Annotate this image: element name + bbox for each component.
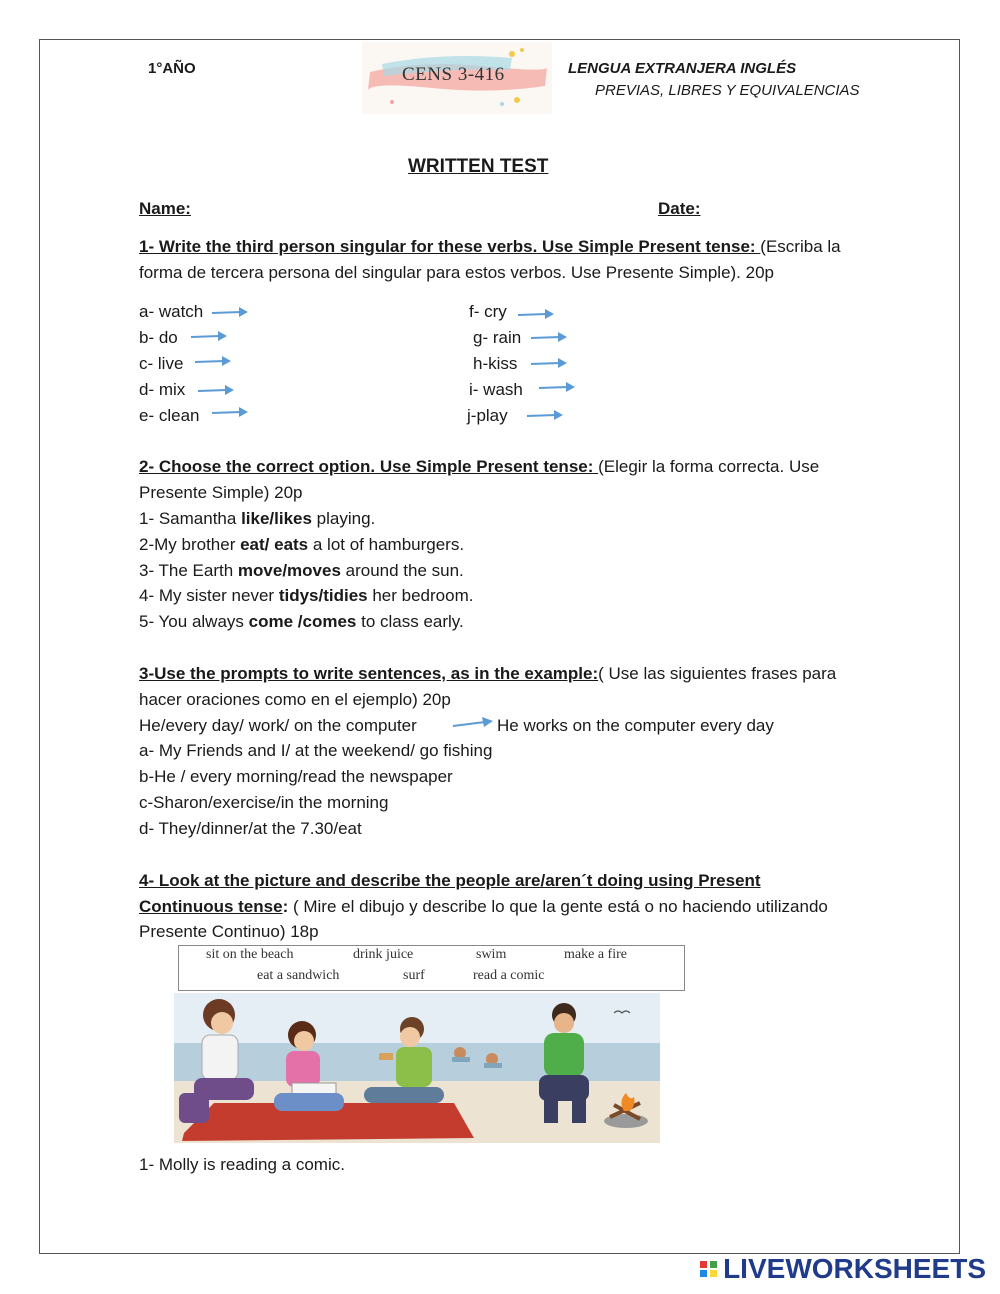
choice-text: 5- You always [139, 612, 249, 631]
section4-heading-line3: Presente Continuo) 18p [139, 922, 319, 941]
arrow-icon [190, 330, 228, 342]
section3-heading-en: 3-Use the prompts to write sentences, as in the example: [139, 664, 599, 683]
arrow-icon [530, 357, 568, 369]
section4-heading-line2 [139, 897, 828, 917]
section1-heading [139, 237, 841, 257]
vocab-item: drink juice [353, 947, 414, 962]
section2-heading-line2: Presente Simple) 20p [139, 483, 303, 502]
verb-item: i- wash [469, 380, 523, 399]
section4-heading: 4- Look at the picture and describe the people are/aren´t doing using Present [139, 871, 761, 890]
name-label: Name: [139, 199, 191, 218]
section3-heading-line2: hacer oraciones como en el ejemplo) 20p [139, 690, 451, 709]
section4-heading-es: ( Mire el dibujo y describe lo que la gente está o no haciendo utilizando [288, 897, 828, 916]
verb-item: f- cry [469, 302, 507, 321]
section2-heading [139, 457, 819, 477]
prompt-item: a- My Friends and I/ at the weekend/ go fishing [139, 741, 493, 760]
brand-square [710, 1261, 717, 1268]
section2-heading-en: 2- Choose the correct option. Use Simple Present tense: [139, 457, 599, 476]
verb-item: d- mix [139, 380, 186, 399]
subject-title: LENGUA EXTRANJERA INGLÉS [568, 60, 797, 77]
brand-name: LIVEWORKSHEETS [723, 1253, 986, 1284]
prompt-item: b-He / every morning/read the newspaper [139, 767, 453, 786]
brand-square [710, 1270, 717, 1277]
choice-text: 2-My brother [139, 535, 241, 554]
choice-text: around the sun. [340, 561, 464, 580]
arrow-icon [517, 308, 555, 320]
brand-logo-icon [699, 1260, 719, 1278]
footer-brand [699, 1253, 986, 1285]
vocab-item: sit on the beach [206, 947, 294, 962]
brand-square [700, 1261, 707, 1268]
arrow-icon [211, 306, 249, 318]
arrow-icon [452, 716, 494, 730]
section4-heading-en: Continuous tense [139, 897, 283, 916]
vocab-item: swim [476, 947, 507, 962]
arrow-icon [538, 381, 576, 393]
verb-item: e- clean [139, 406, 200, 425]
choice-item [139, 586, 473, 606]
section1-heading-en: 1- Write the third person singular for these verbs. Use Simple Present tense: [139, 237, 761, 256]
example-answer: He works on the computer every day [497, 716, 774, 735]
brand-square [700, 1270, 707, 1277]
vocabulary-box [178, 945, 685, 991]
date-label: Date: [658, 199, 701, 218]
choice-options: eat/ eats [240, 535, 309, 554]
arrow-icon [526, 409, 564, 421]
arrow-icon [197, 384, 235, 396]
beach-scene-illustration [174, 993, 660, 1143]
section1-heading-line2: forma de tercera persona del singular para estos verbos. Use Presente Simple). 20p [139, 263, 774, 282]
arrow-icon [194, 355, 232, 367]
choice-text: her bedroom. [367, 586, 474, 605]
section3-heading-es: ( Use las siguientes frases para [598, 664, 837, 683]
prompt-item: c-Sharon/exercise/in the morning [139, 793, 389, 812]
section4-example: 1- Molly is reading a comic. [139, 1155, 345, 1174]
arrow-icon [530, 331, 568, 343]
section4-colon: : [282, 897, 289, 916]
vocab-item: surf [403, 968, 425, 983]
choice-item [139, 561, 464, 581]
verb-item: c- live [139, 354, 184, 373]
choice-item [139, 509, 375, 529]
verb-item: a- watch [139, 302, 204, 321]
choice-text: 1- Samantha [139, 509, 242, 528]
choice-options: move/moves [237, 561, 341, 580]
arrow-icon [211, 406, 249, 418]
verb-item: b- do [139, 328, 178, 347]
vocab-item: make a fire [564, 947, 627, 962]
choice-options: like/likes [241, 509, 312, 528]
grade-label: 1°AÑO [148, 60, 196, 77]
choice-options: tidys/tidies [278, 586, 368, 605]
choice-item [139, 535, 464, 555]
section1-heading-es: (Escriba la [760, 237, 841, 256]
example-prompt: He/every day/ work/ on the computer [139, 716, 417, 735]
verb-item: j-play [467, 406, 508, 425]
prompt-item: d- They/dinner/at the 7.30/eat [139, 819, 362, 838]
vocab-item: read a comic [473, 968, 545, 983]
vocab-item: eat a sandwich [257, 968, 340, 983]
choice-item [139, 612, 464, 632]
choice-text: a lot of hamburgers. [308, 535, 465, 554]
subject-subtitle: PREVIAS, LIBRES Y EQUIVALENCIAS [595, 82, 860, 99]
choice-text: playing. [311, 509, 376, 528]
logo-text: CENS 3-416 [402, 64, 505, 85]
verb-item: g- rain [473, 328, 522, 347]
choice-text: 3- The Earth [139, 561, 238, 580]
school-logo [362, 42, 552, 114]
choice-text: 4- My sister never [139, 586, 279, 605]
choice-text: to class early. [356, 612, 464, 631]
section2-heading-es: (Elegir la forma correcta. Use [598, 457, 820, 476]
choice-options: come /comes [248, 612, 357, 631]
section3-heading [139, 664, 836, 684]
verb-item: h-kiss [473, 354, 518, 373]
page-title: WRITTEN TEST [408, 156, 549, 177]
